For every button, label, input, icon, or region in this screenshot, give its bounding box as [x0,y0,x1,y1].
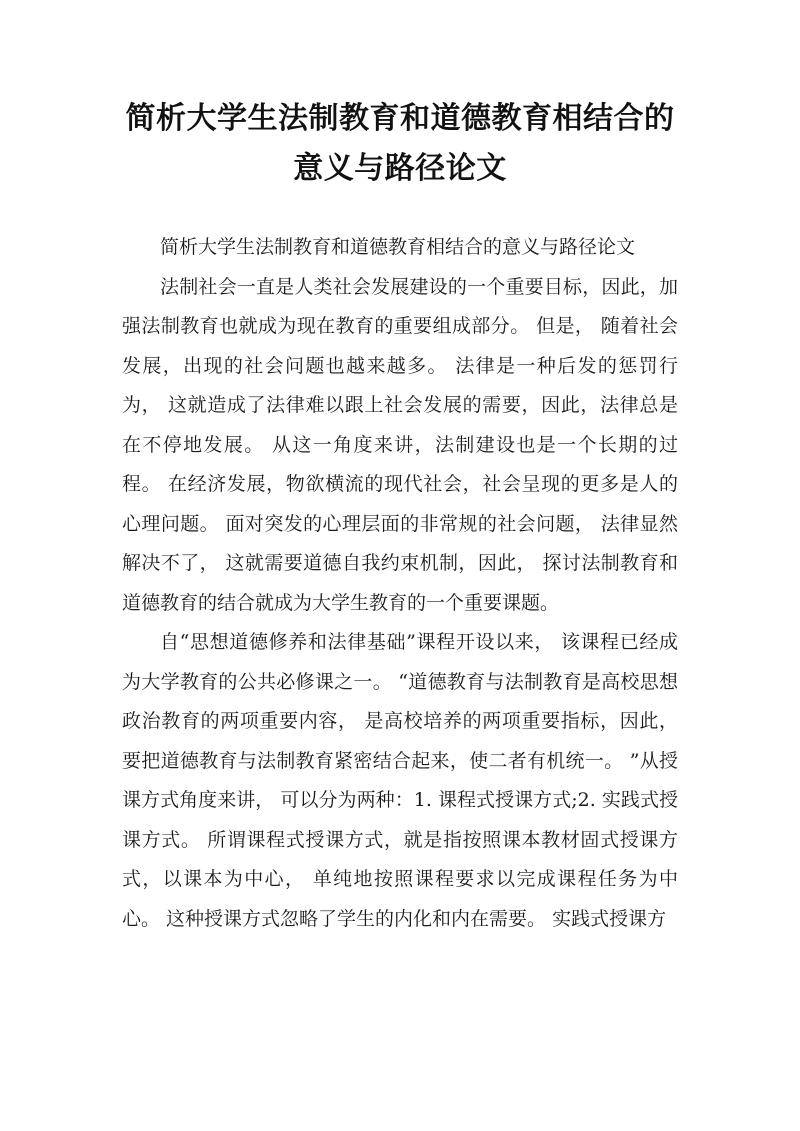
title-line-1: 简析大学生法制教育和道德教育相结合的 [125,101,675,136]
document-title [100,94,700,194]
document-body [122,228,678,939]
paragraph-3: 自“思想道德修养和法律基础”课程开设以来， 该课程已经成为大学教育的公共必修课之一。 “道德教育与法制教育是高校思想政治教育的两项重要内容， 是高校培养的两项重要指标，因此，要把道德教育与法制教育紧密结合起来，使二者有机统一。 ”从授课方式角度来讲， 可以分为两种：1. 课程式授课方式;2. 实践式授课方式。 所谓课程式授课方式，就是指按照课本教材固式授课方式，以课本为中心， 单纯地按照课程要求以完成课程任务为中心。 这种授课方式忽略了学生的内化和内在需要。 实践式授课方 [122,631,678,930]
title-line-2: 意义与路径论文 [293,151,507,186]
paragraph-1: 简析大学生法制教育和道德教育相结合的意义与路径论文 [160,236,636,258]
paragraph-2: 法制社会一直是人类社会发展建设的一个重要目标，因此，加强法制教育也就成为现在教育的重要组成部分。 但是， 随着社会发展，出现的社会问题也越来越多。 法律是一种后发的惩罚行为， 这就造成了法律难以跟上社会发展的需要，因此，法律总是在不停地发展。 从这一角度来讲，法制建设也是一个长期的过程。 在经济发展，物欲横流的现代社会，社会呈现的更多是人的心理问题。 面对突发的心理层面的非常规的社会问题， 法律显然解决不了， 这就需要道德自我约束机制，因此， 探讨法制教育和道德教育的结合就成为大学生教育的一个重要课题。 [122,275,678,614]
